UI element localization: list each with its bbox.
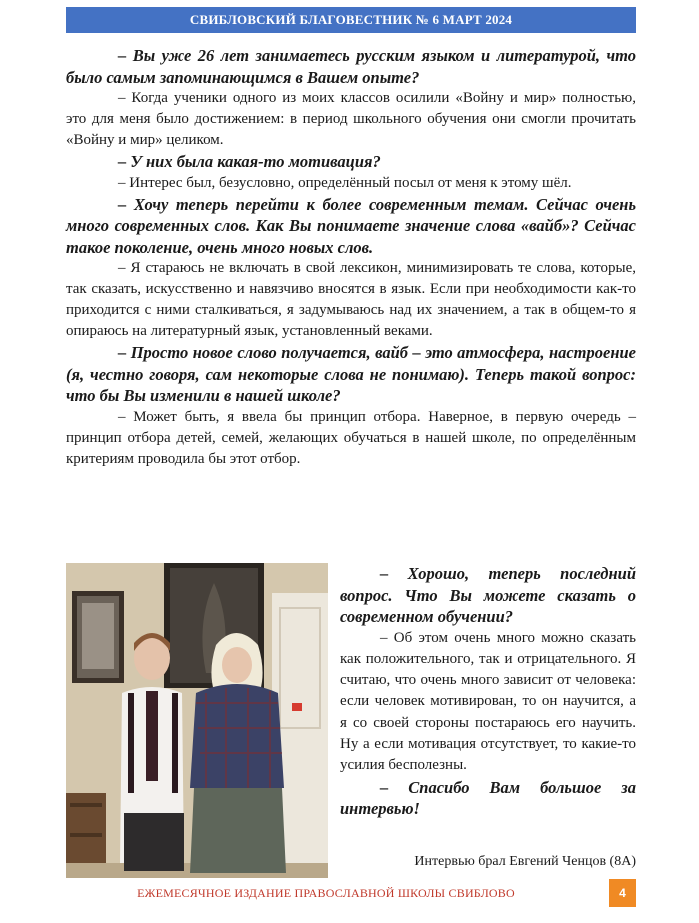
question-3: – Хочу теперь перейти к более современным темам. Сейчас очень много современных слов. Как Вы понимаете значение слова «вайб»? Сейчас такое поколение, очень много новых слов. (66, 194, 636, 257)
answer-4: – Может быть, я ввела бы принцип отбора. Наверное, в первую очередь – принцип отбора детей, семей, желающих обучаться в нашей школе, по определённым критериям проводила бы этот отбор. (66, 408, 636, 467)
answer-5: – Об этом очень много можно сказать как положительного, так и отрицательного. Я считаю, что очень много зависит от человека: если человек мотивирован, то он научится, а я со своей стороны постараюсь его научить. Ну а если мотивация отсутствует, то какие-то усилия бесполезны. (340, 629, 636, 774)
question-1: – Вы уже 26 лет занимаетесь русским языком и литературой, что было самым запоминающимся в Вашем опыте? (66, 46, 636, 87)
answer-1: – Когда ученики одного из моих классов осилили «Войну и мир» полностью, это для меня было достижением: в период школьного обучения они смогли прочитать «Войну и мир» целиком. (66, 90, 636, 148)
question-5: – Хорошо, теперь последний вопрос. Что Вы можете сказать о современном обучении? (340, 564, 636, 626)
page-header: СВИБЛОВСКИЙ БЛАГОВЕСТНИК № 6 МАРТ 2024 (66, 7, 636, 33)
question-2: – У них была какая-то мотивация? (118, 152, 381, 171)
closing-thanks: – Спасибо Вам большое за интервью! (340, 777, 636, 819)
footer-text: ЕЖЕМЕСЯЧНОЕ ИЗДАНИЕ ПРАВОСЛАВНОЙ ШКОЛЫ СВИБЛОВО (137, 886, 515, 900)
answer-3: – Я стараюсь не включать в свой лексикон, минимизировать те слова, которые, так сказать, искусственно и навязчиво вносятся в язык. Если при необходимости как-то приходится с ними сталкиваться, я задумываюсь над их значением, а так в общем-то я опираюсь на литературный язык, установленный веками. (66, 260, 636, 339)
byline: Интервью брал Евгений Ченцов (8А) (414, 854, 636, 869)
interview-photo (66, 563, 328, 878)
article-side (340, 563, 636, 820)
answer-2: – Интерес был, безусловно, определённый посыл от меня к этому шёл. (118, 174, 572, 191)
page-number-badge: 4 (609, 879, 636, 907)
question-4: – Просто новое слово получается, вайб – это атмосфера, настроение (я, честно говоря, сам некоторые слова не понимаю). Теперь такой вопрос: что бы Вы изменили в нашей школе? (66, 343, 636, 405)
article-main (66, 45, 636, 470)
